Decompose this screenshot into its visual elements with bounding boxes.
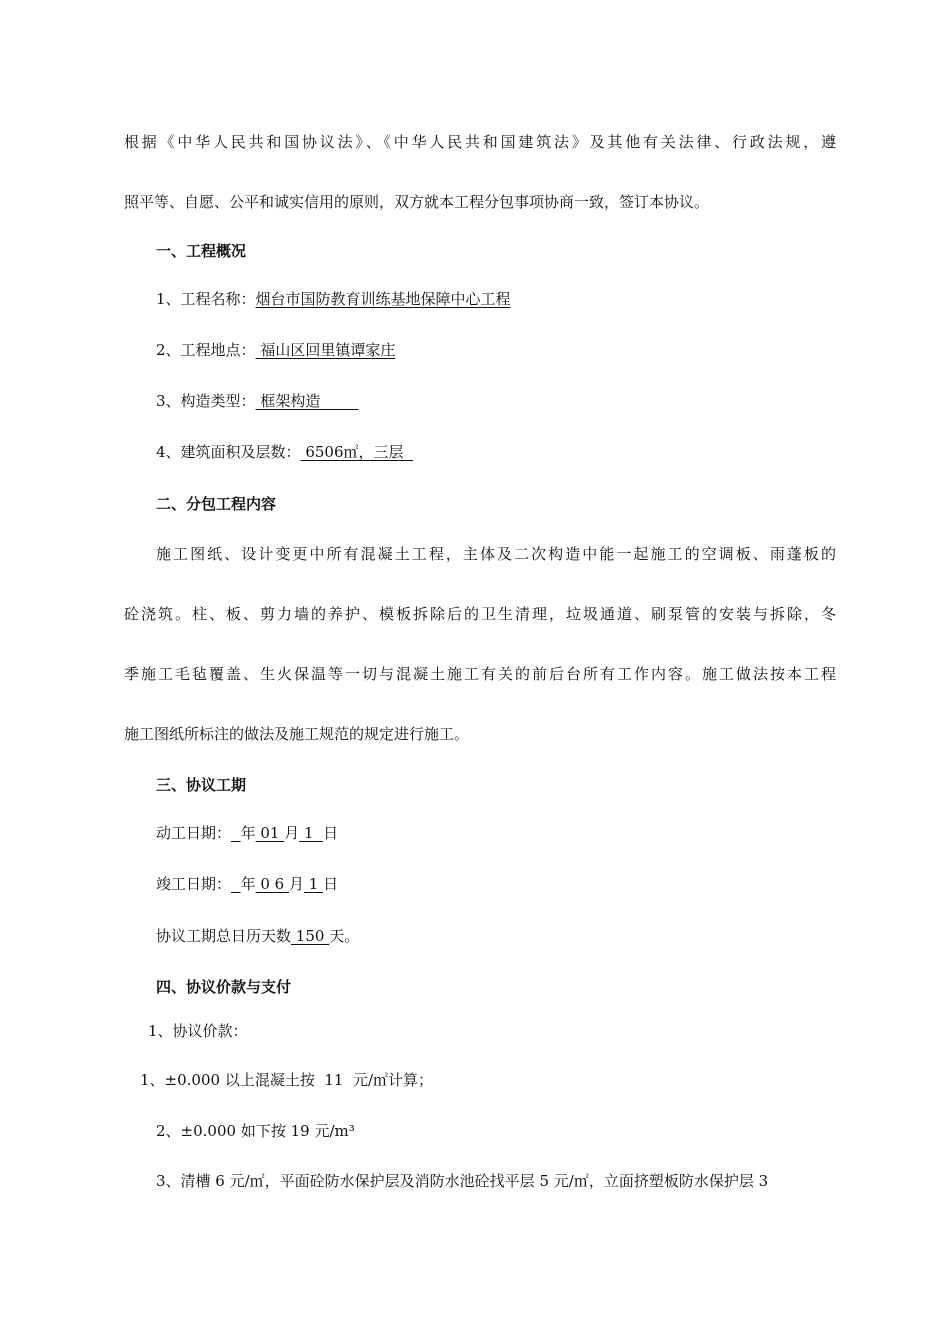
end-year-blank [231, 875, 241, 893]
project-location-label: 2、工程地点： [156, 341, 256, 359]
start-day: 1 [299, 824, 324, 842]
start-year-unit: 年 [240, 824, 256, 842]
price-item-3: 3、清槽 6 元/㎡，平面砼防水保护层及消防水池砼找平层 5 元/㎡，立面挤塑板防水保护层 3 [156, 1172, 769, 1190]
section-4-title: 四、协议价款与支付 [156, 978, 292, 996]
end-date-label: 竣工日期： [156, 875, 232, 893]
price-item-1: 1、±0.000 以上混凝土按 11 元/㎡计算； [140, 1071, 434, 1089]
structure-type-value: 框架构造 [255, 392, 359, 410]
area-floors-value: 6506㎡，三层 [300, 443, 414, 461]
start-month: 01 [255, 824, 285, 842]
project-name-label: 1、工程名称： [156, 290, 256, 308]
area-floors-label: 4、建筑面积及层数： [156, 443, 301, 461]
end-day-unit: 日 [323, 875, 339, 893]
price-subheading: 1、协议价款： [148, 1022, 248, 1040]
scope-line-1: 施工图纸、设计变更中所有混凝土工程，主体及二次构造中能一起施工的空调板、雨蓬板的 [156, 545, 836, 563]
project-name-value: 烟台市国防教育训练基地保障中心工程 [255, 290, 511, 308]
total-duration-value: 150 [291, 927, 330, 945]
total-duration-prefix: 协议工期总日历天数 [156, 927, 292, 945]
section-1-title: 一、工程概况 [156, 242, 247, 260]
end-date-row [156, 874, 338, 894]
project-name-row [156, 289, 511, 309]
end-month-unit: 月 [288, 875, 304, 893]
section-3-title: 三、协议工期 [156, 776, 247, 794]
end-year-unit: 年 [240, 875, 256, 893]
start-day-unit: 日 [323, 824, 339, 842]
area-floors-row [156, 442, 413, 462]
start-date-label: 动工日期： [156, 824, 232, 842]
start-year-blank [231, 824, 241, 842]
section-2-title: 二、分包工程内容 [156, 495, 277, 513]
structure-type-row [156, 391, 358, 411]
structure-type-label: 3、构造类型： [156, 392, 256, 410]
project-location-row [156, 340, 395, 360]
start-date-row [156, 823, 338, 843]
intro-line-2: 照平等、自愿、公平和诚实信用的原则，双方就本工程分包事项协商一致，签订本协议。 [124, 193, 710, 211]
price-item-2: 2、±0.000 如下按 19 元/m³ [156, 1122, 355, 1140]
start-month-unit: 月 [284, 824, 300, 842]
total-duration-row [156, 926, 359, 946]
scope-line-2: 砼浇筑。柱、板、剪力墙的养护、模板拆除后的卫生清理，垃圾通道、刷泵管的安装与拆除，冬 [124, 605, 836, 623]
end-month: 0 6 [255, 875, 289, 893]
scope-line-3: 季施工毛毡覆盖、生火保温等一切与混凝土施工有关的前后台所有工作内容。施工做法按本工程 [124, 665, 836, 683]
project-location-value: 福山区回里镇谭家庄 [255, 341, 396, 359]
end-day: 1 [304, 875, 324, 893]
intro-line-1: 根据《中华人民共和国协议法》、《中华人民共和国建筑法》及其他有关法律、行政法规，遵 [124, 133, 836, 151]
scope-line-4: 施工图纸所标注的做法及施工规范的规定进行施工。 [124, 725, 470, 743]
total-duration-suffix: 天。 [329, 927, 360, 945]
